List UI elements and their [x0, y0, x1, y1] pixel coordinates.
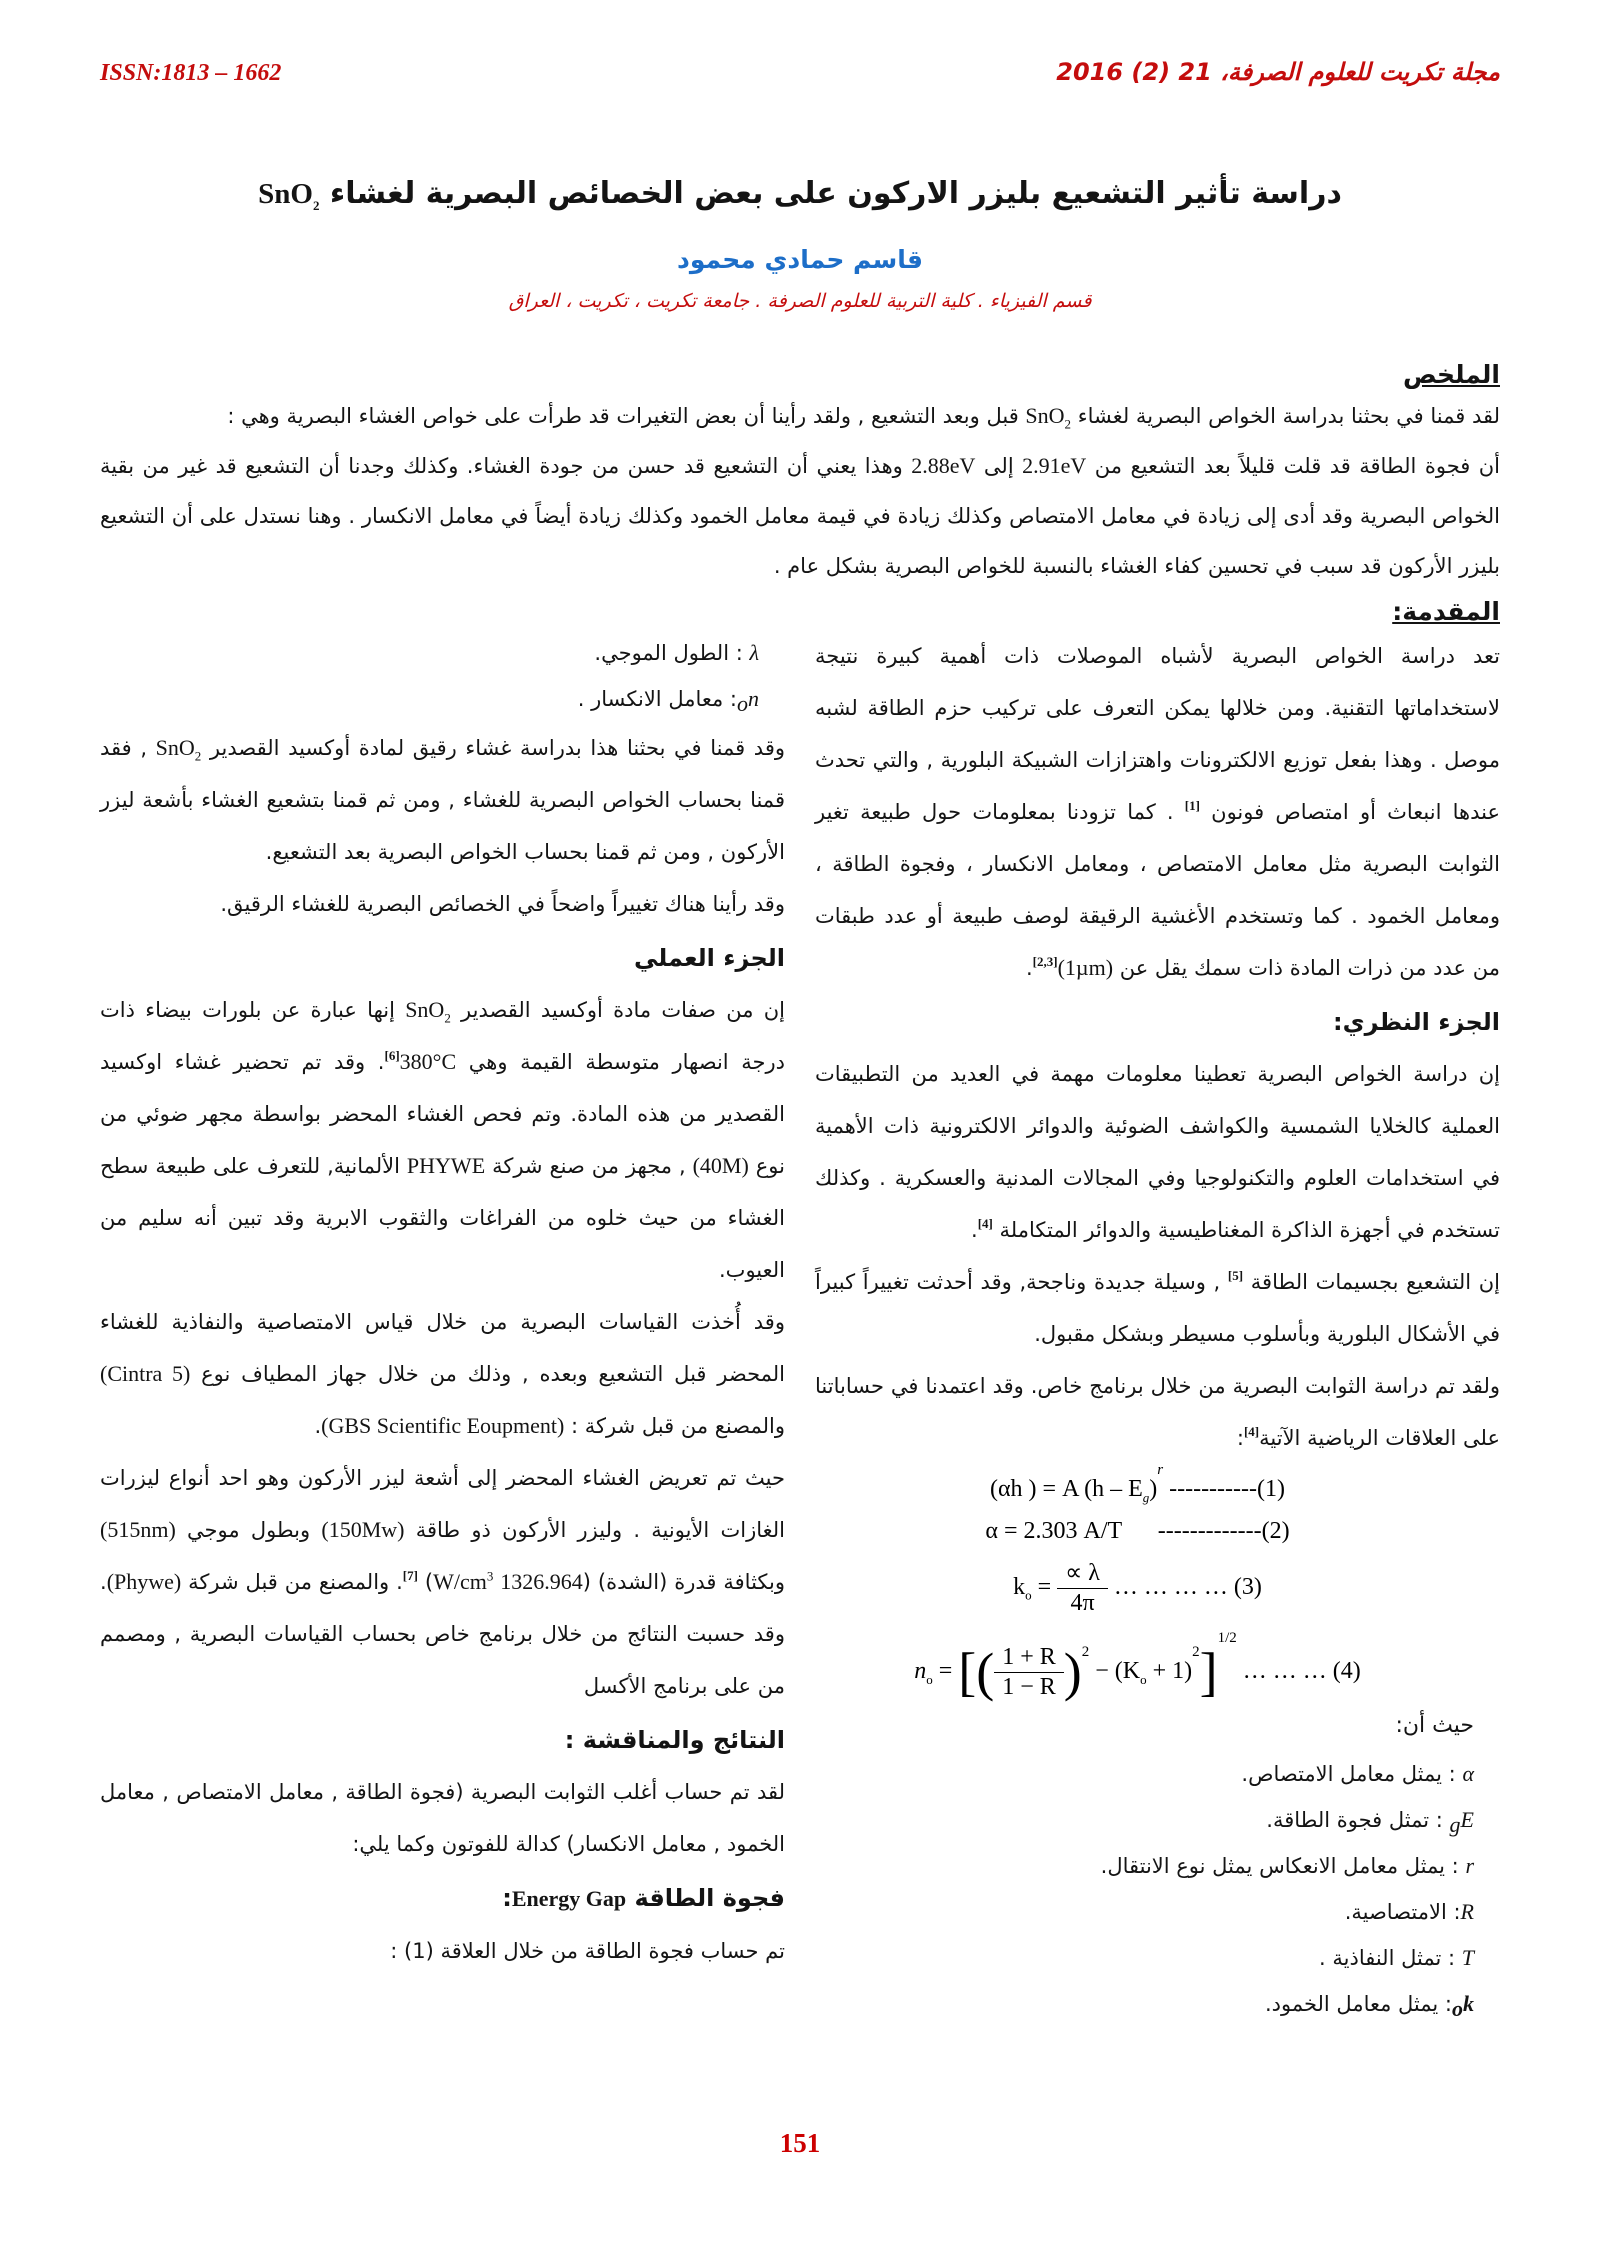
equation-3: $k_o$ = $\frac{\propto \lambda}{4\pi}$ … … … … (3)	[1013, 1560, 1262, 1616]
journal-header	[100, 58, 1500, 87]
two-column-body	[100, 630, 1500, 2027]
practical-paragraph-1: إن من صفات مادة أوكسيد القصدير SnO$_2$ إنها عبارة عن بلورات بيضاء ذات درجة انصهار متوسطة القيمة وهي 380°C[6]. وقد تم تحضير غشاء اوكسيد القصدير من هذه المادة. وتم فحص الغشاء المحضر بواسطة مجهر ضوئي من نوع (40M) , مجهز من صنع شركة PHYWE الألمانية, للتعرف على طبيعة سطح الغشاء من حيث خلوه من الفراغات والثقوب الابرية وقد تبين أنه سليم من العيوب.	[100, 997, 785, 1282]
column-right	[815, 630, 1500, 2027]
abstract-paragraph-1: لقد قمنا في بحثنا بدراسة الخواص البصرية لغشاء SnO$_2$ قبل وبعد التشعيع , ولقد رأينا أن بعض التغيرات قد طرأت على خواص الغشاء البصرية وهي :	[227, 403, 1500, 432]
abstract-paragraph-2: أن فجوة الطاقة قد قلت قليلاً بعد التشعيع من 2.91eV إلى 2.88eV وهذا يعني أن التشعيع قد حسن من جودة الغشاء. وكذلك وجدنا أن التشعيع قد غير من بقية الخواص البصرية وقد أدى إلى زيادة في معامل الامتصاص وكذلك زيادة في قيمة معامل الخمود وكذلك زيادة أيضاً في معامل الانكسار . وهنا نستدل على أن التشعيع بليزر الأركون قد سبب في تحسين كفاء الغشاء بالنسبة للخواص البصرية بشكل عام .	[100, 453, 1501, 578]
practical-heading: الجزء العملي	[633, 944, 785, 972]
theory-paragraph-1: إن دراسة الخواص البصرية تعطينا معلومات مهمة في العديد من التطبيقات العملية كالخلايا الشمسية والكواشف الضوئية والدوائر الالكترونية ذات الأهمية في استخدامات العلوم والتكنولوجيا وفي المجالات المدنية والعسكرية . وكذلك تستخدم في أجهزة الذاكرة المغناطيسية والدوائر المتكاملة [4].	[815, 1062, 1500, 1242]
equation-2: α = 2.303 A/T -------------(2)	[985, 1518, 1290, 1544]
theory-paragraph-3: ولقد تم دراسة الثوابت البصرية من خلال برنامج خاص. وقد اعتمدنا في حساباتنا على العلاقات الرياضية الآتية[4]:	[815, 1374, 1500, 1450]
theory-heading: الجزء النظري:	[1332, 1008, 1500, 1036]
symbol-definition-r: r : يمثل معامل الانعكاس يمثل نوع الانتقال.	[1100, 1853, 1474, 1879]
theory-paragraph-2: إن التشعيع بجسيمات الطاقة [5] , وسيلة جديدة وناجحة, وقد أحدثت تغييراً كبيراً في الأشكال البلورية وبأسلوب مسيطر وبشكل مقبول.	[815, 1268, 1501, 1346]
symbol-definition-alpha: α : يمثل معامل الامتصاص.	[1241, 1761, 1474, 1787]
issn-label: ISSN:1813 – 1662	[100, 60, 282, 86]
practical-paragraph-3: حيث تم تعريض الغشاء المحضر إلى أشعة ليزر الأركون وهو احد أنواع ليزرات الغازات الأيونية . وليزر الأركون ذو طاقة (150Mw) وبطول موجي (515nm) وبكثافة قدرة (الشدة) (1326.964 $W/cm^3$) [7]. والمصنع من قبل شركة (Phywe). وقد حسبت النتائج من خلال برنامج خاص بحساب القياسات البصرية , ومصمم من على برنامج الأكسل	[100, 1466, 785, 1698]
equation-1: (αh ) = A $(h - E_g)^r$ -----------(1)	[989, 1462, 1285, 1505]
study-paragraph-2: وقد رأينا هناك تغييراً واضحاً في الخصائص البصرية للغشاء الرقيق.	[220, 892, 785, 916]
journal-title: مجلة تكريت للعلوم الصرفة، 21 (2) 2016	[1056, 58, 1500, 86]
abstract-section	[100, 391, 1500, 591]
paper-title: دراسة تأثير التشعيع بليزر الاركون على بعض الخصائص البصرية لغشاء SnO$_2$	[258, 176, 1342, 213]
where-clause: حيث أن:	[1395, 1713, 1474, 1739]
results-paragraph: لقد تم حساب أغلب الثوابت البصرية (فجوة الطاقة , معامل الامتصاص , معامل الخمود , معامل الانكسار) كدالة للفوتون وكما يلي:	[100, 1780, 785, 1856]
introduction-heading: المقدمة:	[1392, 597, 1500, 626]
column-left	[100, 630, 785, 2027]
fraction: $\frac{\propto \lambda}{4\pi}$	[1057, 1559, 1108, 1618]
energy-gap-paragraph: تم حساب فجوة الطاقة من خلال العلاقة (1) :	[390, 1939, 785, 1963]
symbol-definition-ko: $k_o$: يمثل معامل الخمود.	[1264, 1991, 1474, 2022]
symbol-definition-no: $n_o$: معامل الانكسار .	[577, 686, 759, 717]
fraction: $\frac{1 + R}{1 - R}$	[994, 1643, 1064, 1702]
energy-gap-heading: فجوة الطاقة Energy Gap:	[502, 1884, 785, 1912]
practical-paragraph-2: وقد أُخذت القياسات البصرية من خلال قياس الامتصاصية والنفاذية للغشاء المحضر قبل التشعيع وبعده , وذلك من خلال جهاز المطياف نوع (Cintra 5) والمصنع من قبل شركة : (GBS Scientific Eoupment).	[100, 1310, 785, 1438]
symbol-definition-lambda: λ : الطول الموجي.	[594, 640, 759, 665]
symbol-definition-R: R: الامتصاصية.	[1344, 1899, 1474, 1925]
symbol-definition-T: T : تمثل النفاذية .	[1319, 1945, 1474, 1971]
author-affiliation: قسم الفيزياء . كلية التربية للعلوم الصرفة . جامعة تكريت ، تكريت ، العراق	[508, 290, 1092, 312]
results-heading: النتائج والمناقشة :	[564, 1726, 785, 1754]
page-number: 151	[779, 2128, 821, 2158]
study-paragraph-1: وقد قمنا في بحثنا هذا بدراسة غشاء رقيق لمادة أوكسيد القصدير SnO$_2$ , فقد قمنا بحساب الخواص البصرية للغشاء , ومن ثم قمنا بتشعيع الغشاء بأشعة ليزر الأركون , ومن ثم قمنا بحساب الخواص البصرية بعد التشعيع.	[100, 735, 785, 864]
equation-4: $n_o$ = [( $\frac{1 + R}{1 - R}$ )$^2 - (K_o + 1)^2]^{1/2}$ … … … (4)	[914, 1629, 1361, 1702]
symbol-definition-eg: $E_g$ : تمثل فجوة الطاقة.	[1266, 1807, 1474, 1838]
author-name: قاسم حمادي محمود	[676, 245, 924, 274]
abstract-heading: الملخص	[1402, 360, 1500, 389]
introduction-paragraph: تعد دراسة الخواص البصرية لأشباه الموصلات ذات أهمية كبيرة نتيجة لاستخداماتها التقنية. ومن خلالها يمكن التعرف على تركيب حزم الطاقة لشبه موصل . وهذا بفعل توزيع الالكترونات واهتزازات الشبيكة البلورية , والتي تحدث عندها انبعاث أو امتصاص فونون [1] . كما تزودنا بمعلومات حول طبيعة تغير الثوابت البصرية مثل معامل الامتصاص ، ومعامل الانكسار ، وفجوة الطاقة ، ومعامل الخمود . كما وتستخدم الأغشية الرقيقة لوصف طبيعة أو عدد طبقات من عدد من ذرات المادة ذات سمك يقل عن (1µm)[2,3].	[815, 644, 1500, 980]
